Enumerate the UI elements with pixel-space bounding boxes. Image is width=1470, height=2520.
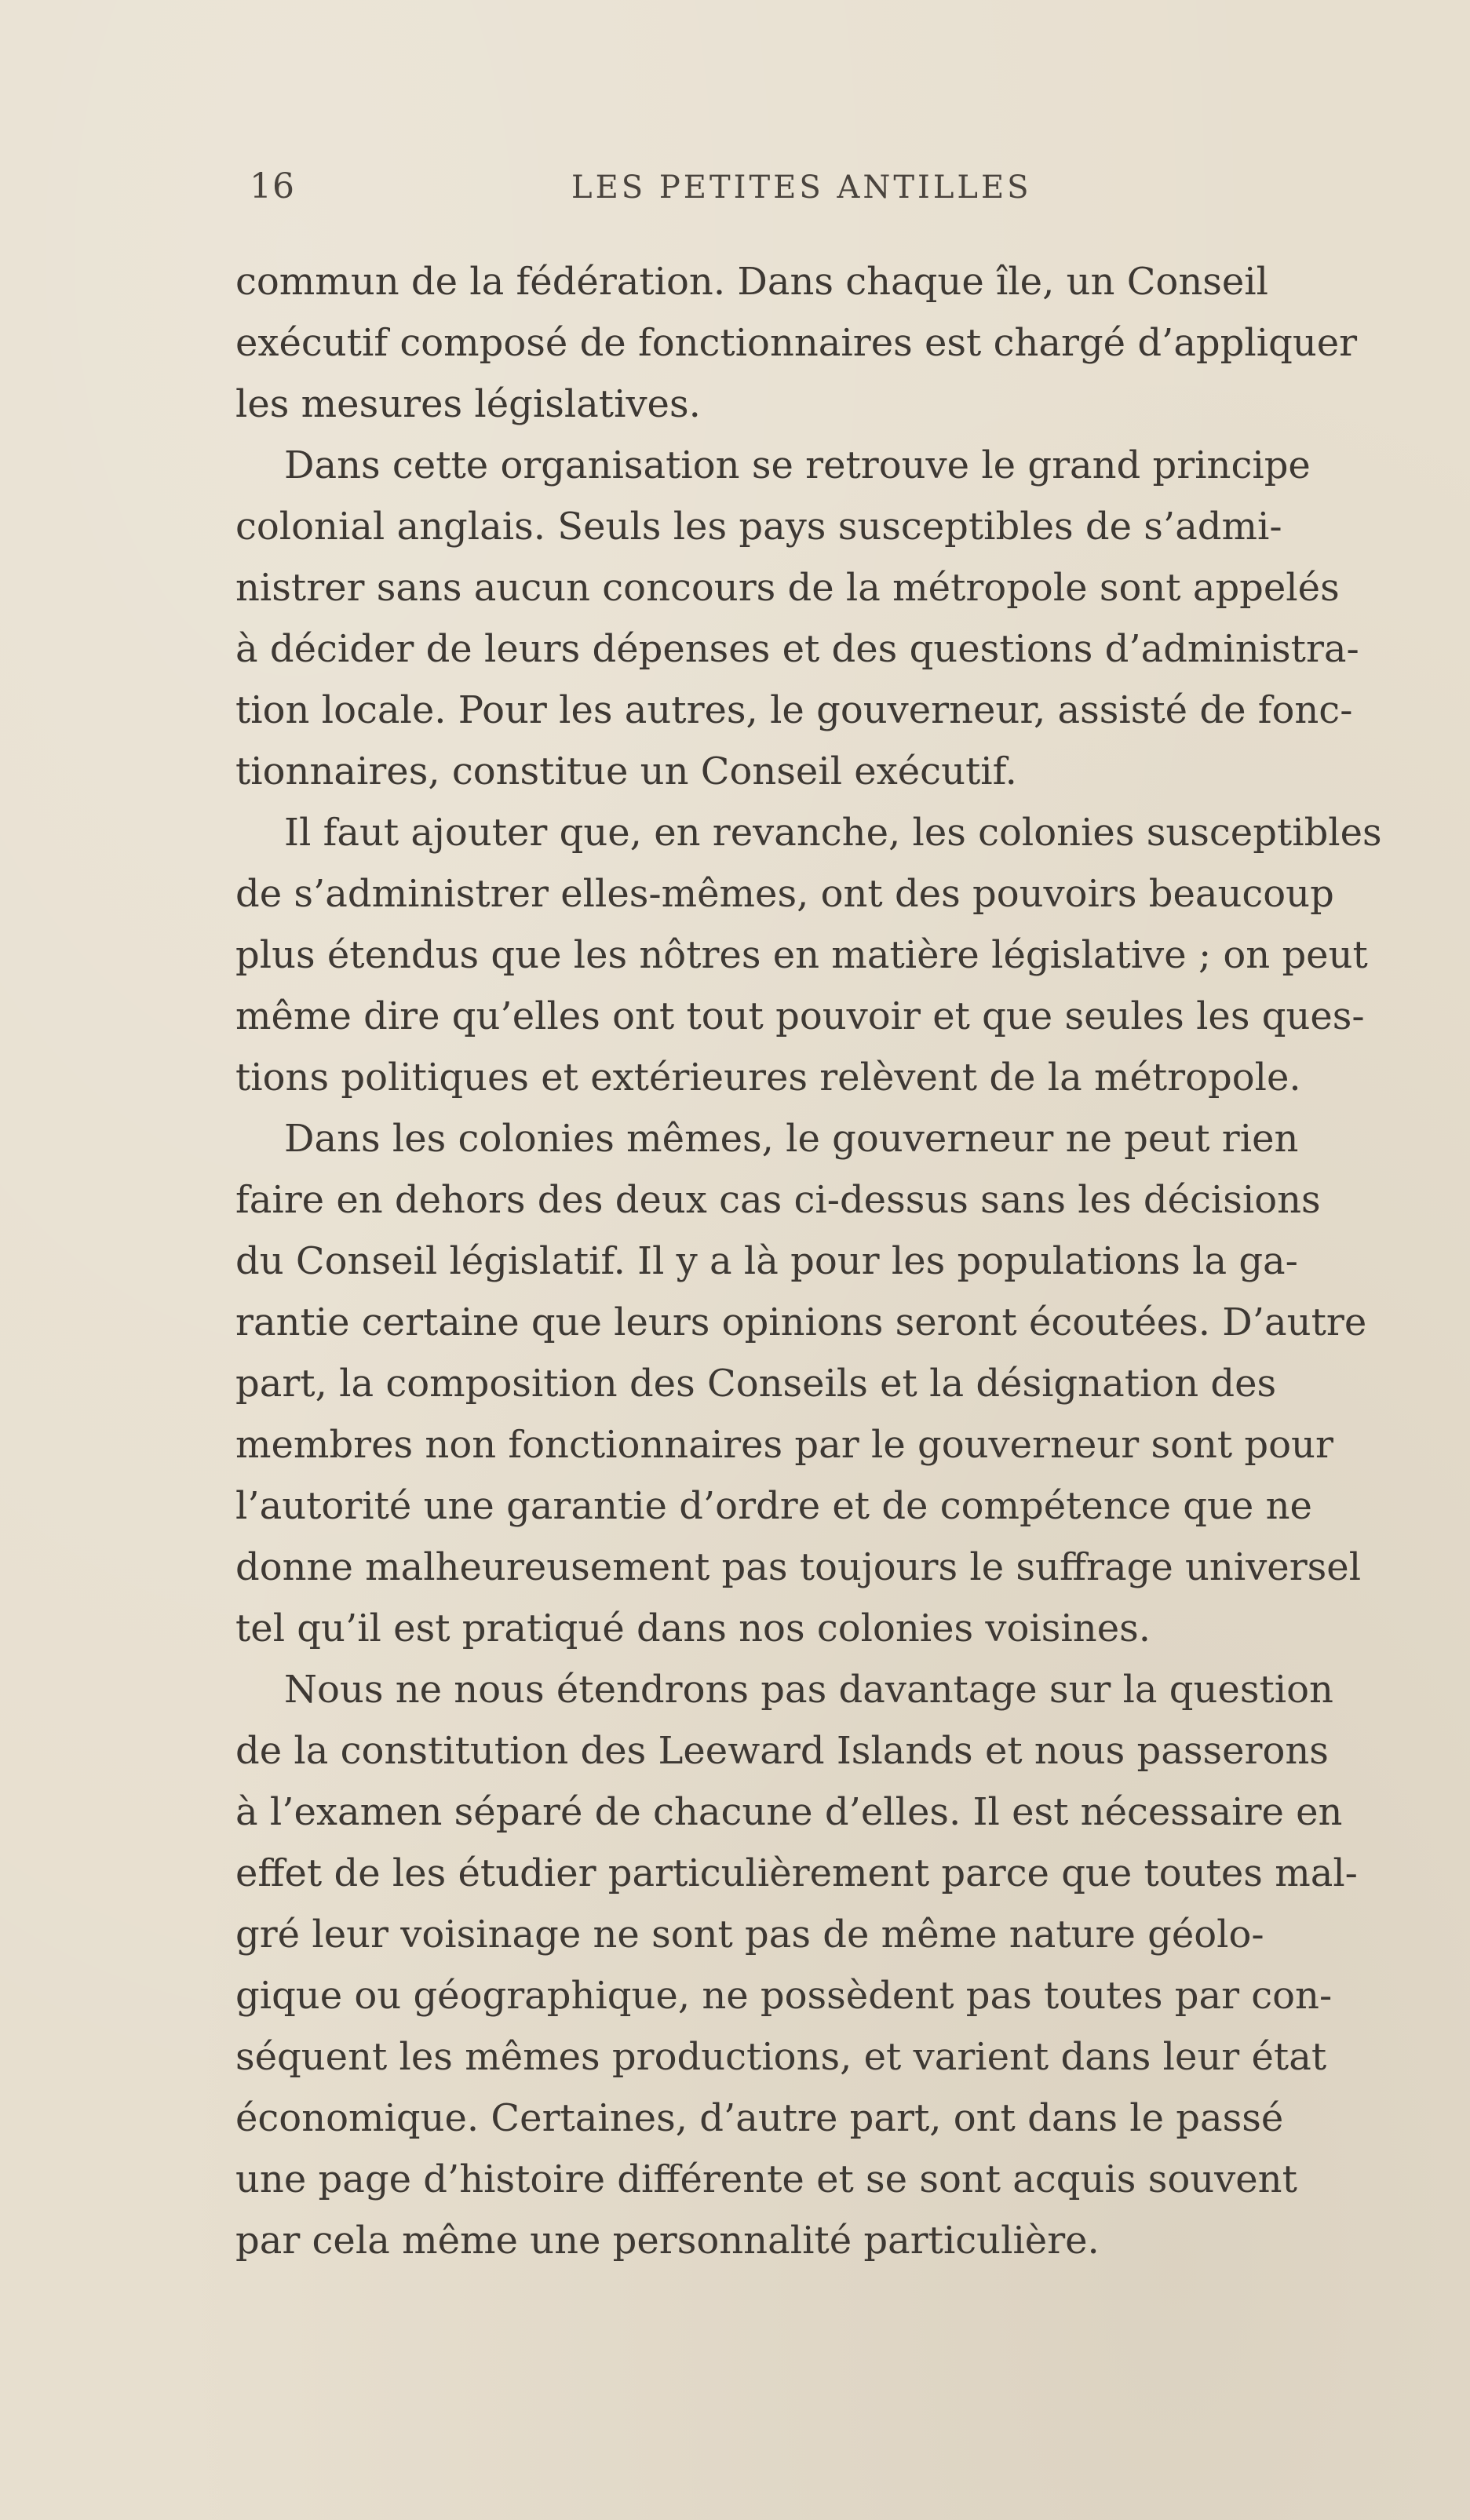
text-line: part, la composition des Conseils et la désignation des — [235, 1362, 1277, 1406]
text-line: même dire qu’elles ont tout pouvoir et que seules les ques- — [235, 994, 1365, 1038]
text-line: à décider de leurs dépenses et des questions d’administra- — [235, 627, 1359, 671]
text-line: commun de la fédération. Dans chaque île, un Conseil — [235, 260, 1268, 304]
text-line: plus étendus que les nôtres en matière législative ; on peut — [235, 933, 1368, 977]
text-line: Il faut ajouter que, en revanche, les colonies susceptibles — [284, 811, 1382, 855]
text-line: Dans les colonies mêmes, le gouverneur ne peut rien — [284, 1117, 1299, 1161]
text-line: tion locale. Pour les autres, le gouverneur, assisté de fonc- — [235, 688, 1353, 732]
text-line: nistrer sans aucun concours de la métropole sont appelés — [235, 566, 1340, 610]
text-line: effet de les étudier particulièrement parce que toutes mal- — [235, 1851, 1358, 1895]
text-line: séquent les mêmes productions, et varient dans leur état — [235, 2035, 1327, 2079]
text-line: l’autorité une garantie d’ordre et de compétence que ne — [235, 1484, 1312, 1528]
text-line: de la constitution des Leeward Islands et nous passerons — [235, 1729, 1329, 1773]
text-line: une page d’histoire différente et se sont acquis souvent — [235, 2157, 1297, 2201]
text-line: membres non fonctionnaires par le gouverneur sont pour — [235, 1423, 1333, 1467]
text-line: à l’examen séparé de chacune d’elles. Il est nécessaire en — [235, 1790, 1343, 1834]
text-line: colonial anglais. Seuls les pays susceptibles de s’admi- — [235, 505, 1282, 549]
text-line: tionnaires, constitue un Conseil exécutif. — [235, 749, 1017, 793]
text-line: Dans cette organisation se retrouve le grand principe — [284, 443, 1311, 487]
text-line: de s’administrer elles-mêmes, ont des pouvoirs beaucoup — [235, 872, 1334, 916]
text-line: rantie certaine que leurs opinions seront écoutées. D’autre — [235, 1300, 1367, 1344]
page-header — [250, 166, 1152, 221]
text-line: tions politiques et extérieures relèvent de la métropole. — [235, 1056, 1301, 1100]
text-line: par cela même une personnalité particulière. — [235, 2219, 1100, 2263]
text-line: économique. Certaines, d’autre part, ont dans le passé — [235, 2096, 1284, 2140]
text-line: gique ou géographique, ne possèdent pas toutes par con- — [235, 1974, 1333, 2018]
running-title: LES PETITES ANTILLES — [571, 170, 1032, 206]
text-line: exécutif composé de fonctionnaires est chargé d’appliquer — [235, 321, 1358, 365]
text-line: faire en dehors des deux cas ci-dessus sans les décisions — [235, 1178, 1321, 1222]
text-line: gré leur voisinage ne sont pas de même nature géolo- — [235, 1913, 1264, 1957]
text-line: tel qu’il est pratiqué dans nos colonies voisines. — [235, 1606, 1151, 1650]
text-line: du Conseil législatif. Il y a là pour les populations la ga- — [235, 1239, 1298, 1283]
page-number: 16 — [250, 166, 295, 206]
text-line: Nous ne nous étendrons pas davantage sur la question — [284, 1668, 1333, 1712]
text-line: donne malheureusement pas toujours le suffrage universel — [235, 1545, 1362, 1589]
text-line: les mesures législatives. — [235, 382, 701, 426]
body-text — [235, 251, 1413, 2271]
